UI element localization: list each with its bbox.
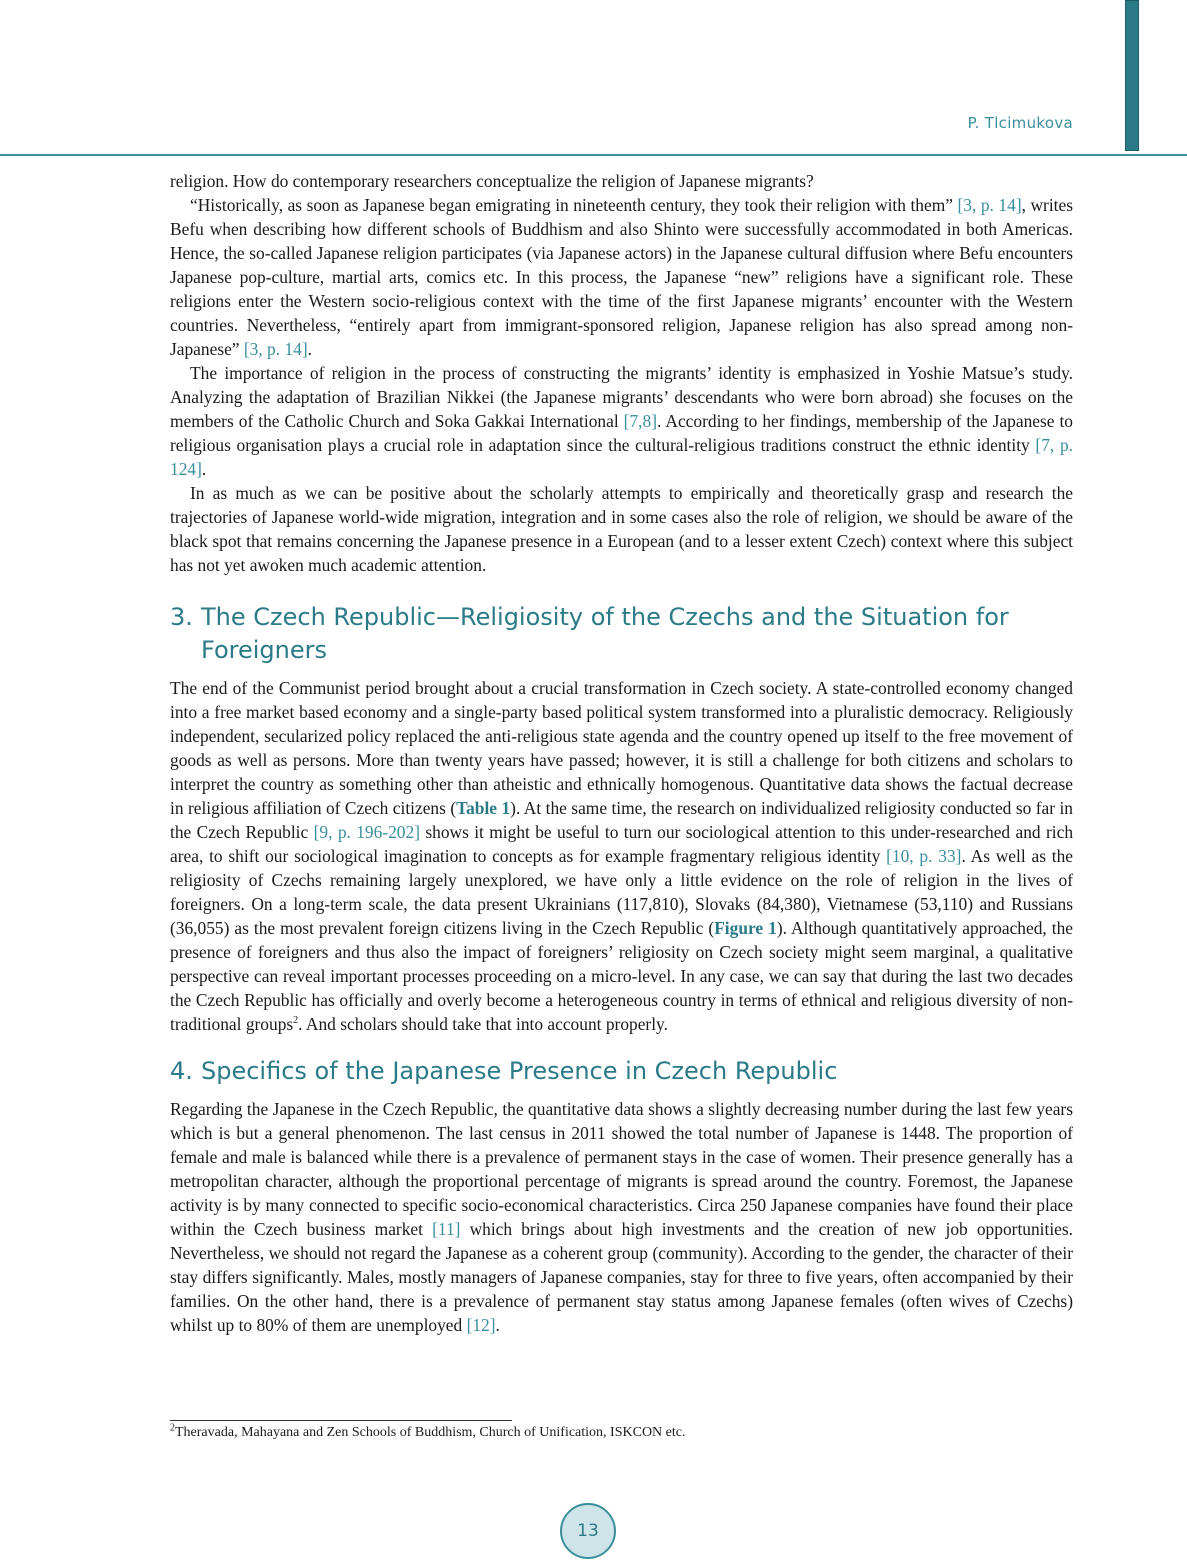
section-4-paragraph xyxy=(170,1097,1073,1337)
paragraph-text: The importance of religion in the process of constructing the migrants’ identity is emphasized in Yoshie Matsue’s study. Analyzing the adaptation of Brazilian Nikkei (the Japanese migrants’ descendants who were born abroad) she focuses on the members of the Catholic Church and Soka Gakkai International xyxy=(170,363,1073,431)
paragraph-text: The end of the Communist period brought about a crucial transformation in Czech society. A state-controlled economy changed into a free market based economy and a single-party based political system transformed into a pluralistic democracy. Religiously independent, secularized policy replaced the anti-religious state agenda and the country opened up itself to the free movement of goods as well as persons. More than twenty years have passed; however, it is still a challenge for both citizens and scholars to interpret the country as something other than atheistic and ethnically homogenous. Quantitative data shows the factual decrease in religious affiliation of Czech citizens ( xyxy=(170,678,1073,818)
page-body xyxy=(170,169,1073,1337)
citation-link[interactable]: [11] xyxy=(432,1219,461,1239)
paragraph-black-spot xyxy=(170,481,1073,577)
paragraph-text: Regarding the Japanese in the Czech Republic, the quantitative data shows a slightly decreasing number during the last few years which is but a general phenomenon. The last census in 2011 showed the total number of Japanese is 1448. The proportion of female and male is balanced while there is a prevalence of permanent stays in the case of women. Their presence generally has a metropolitan character, although the proportional percentage of migrants is spread around the country. Foremost, the Japanese activity is by many connected to specific socio-economical characteristics. Circa 250 Japanese companies have found their place within the Czech business market xyxy=(170,1099,1073,1239)
section-4-heading xyxy=(170,1055,1073,1088)
section-title: The Czech Republic—Religiosity of the Czechs and the Situation for Foreigners xyxy=(201,603,1009,664)
paragraph-text: . As well as the religiosity of Czechs remaining largely unexplored, we have only a little evidence on the role of religion in the lives of foreigners. On a long-term scale, the data present Ukrainians (117,810), Slovaks (84,380), Vietnamese (53,110) and Russians (36,055) as the most prevalent foreign citizens living in the Czech Republic ( xyxy=(170,846,1074,938)
table-1-link[interactable]: Table 1 xyxy=(456,798,511,818)
paragraph-text: which brings about high investments and the creation of new job opportunities. Nevertheless, we should not regard the Japanese as a coherent group (community). According to the gender, the character of their stay differs significantly. Males, mostly managers of Japanese companies, stay for three to five years, often accompanied by their families. On the other hand, there is a prevalence of permanent stay status among Japanese females (often wives of Czechs) whilst up to 80% of them are unemployed xyxy=(170,1219,1073,1335)
footnote-mark: 2 xyxy=(170,1422,175,1434)
footnote-marker[interactable]: 2 xyxy=(293,1015,299,1027)
citation-link[interactable]: [10, p. 33] xyxy=(886,846,962,866)
paragraph-text: shows it might be useful to turn our sociological attention to this under-researched and rich area, to shift our sociological imagination to concepts as for example fragmentary religious identity xyxy=(170,822,1074,866)
figure-1-link[interactable]: Figure 1 xyxy=(714,918,777,938)
section-3-paragraph xyxy=(170,676,1073,1036)
section-number: 4. xyxy=(170,1057,193,1085)
running-header-author: P. Tlcimukova xyxy=(967,114,1073,132)
paragraph-text: religion. How do contemporary researchers conceptualize the religion of Japanese migrants? xyxy=(170,171,814,191)
page-number-badge xyxy=(560,1503,616,1559)
paragraph-continuation xyxy=(170,169,1073,193)
paragraph-matsue xyxy=(170,361,1073,481)
paragraph-text: “Historically, as soon as Japanese began emigrating in nineteenth century, they took their religion with them” xyxy=(190,195,958,215)
section-number: 3. xyxy=(170,603,193,631)
paragraph-text: . xyxy=(495,1315,500,1335)
citation-link[interactable]: [12] xyxy=(466,1315,496,1335)
section-title: Specifics of the Japanese Presence in Czech Republic xyxy=(201,1057,838,1085)
citation-link[interactable]: [9, p. 196-202] xyxy=(313,822,420,842)
paragraph-text: , writes Befu when describing how different schools of Buddhism and also Shinto were successfully accommodated in both Americas. Hence, the so-called Japanese religion participates (via Japanese actors) in the Japanese cultural diffusion where Befu encounters Japanese pop-culture, martial arts, comics etc. In this process, the Japanese “new” religions have a significant role. These religions enter the Western socio-religious context with the time of the first Japanese migrants’ encounter with the Western countries. Nevertheless, “entirely apart from immigrant-sponsored religion, Japanese religion has also spread among non-Japanese” xyxy=(170,195,1073,359)
citation-link[interactable]: [7,8] xyxy=(623,411,657,431)
footnote xyxy=(170,1424,1073,1442)
section-3-heading xyxy=(170,601,1073,667)
page-number: 13 xyxy=(577,1521,599,1541)
paragraph-text: In as much as we can be positive about the scholarly attempts to empirically and theoretically grasp and research the trajectories of Japanese world-wide migration, integration and in some cases also the role of religion, we should be aware of the black spot that remains concerning the Japanese presence in a European (and to a lesser extent Czech) context where this subject has not yet awoken much academic attention. xyxy=(170,483,1073,575)
header-accent-bar xyxy=(1125,0,1139,151)
paragraph-befu xyxy=(170,193,1073,361)
paragraph-text: ). Although quantitatively approached, the presence of foreigners and thus also the impact of foreigners’ religiosity on Czech society might seem marginal, a qualitative perspective can reveal important processes proceeding on a micro-level. In any case, we can say that during the last two decades the Czech Republic has officially and overly become a heterogeneous country in terms of ethnical and religious diversity of non-traditional groups xyxy=(170,918,1073,1034)
paragraph-text: . And scholars should take that into account properly. xyxy=(298,1014,668,1034)
paragraph-text: . xyxy=(201,459,207,479)
footnote-text: Theravada, Mahayana and Zen Schools of Buddhism, Church of Unification, ISKCON etc. xyxy=(175,1425,686,1440)
footnote-rule xyxy=(170,1420,512,1421)
citation-link[interactable]: [7, p. 124] xyxy=(170,435,1073,479)
paragraph-text: ). At the same time, the research on individualized religiosity conducted so far in the Czech Republic xyxy=(170,798,1073,842)
citation-link[interactable]: [3, p. 14] xyxy=(243,339,308,359)
citation-link[interactable]: [3, p. 14] xyxy=(957,195,1022,215)
paragraph-text: . xyxy=(307,339,312,359)
paragraph-text: . According to her findings, membership of the Japanese to religious organisation plays a crucial role in adaptation since the cultural-religious traditions construct the ethnic identity xyxy=(170,411,1074,455)
header-rule xyxy=(0,154,1187,156)
